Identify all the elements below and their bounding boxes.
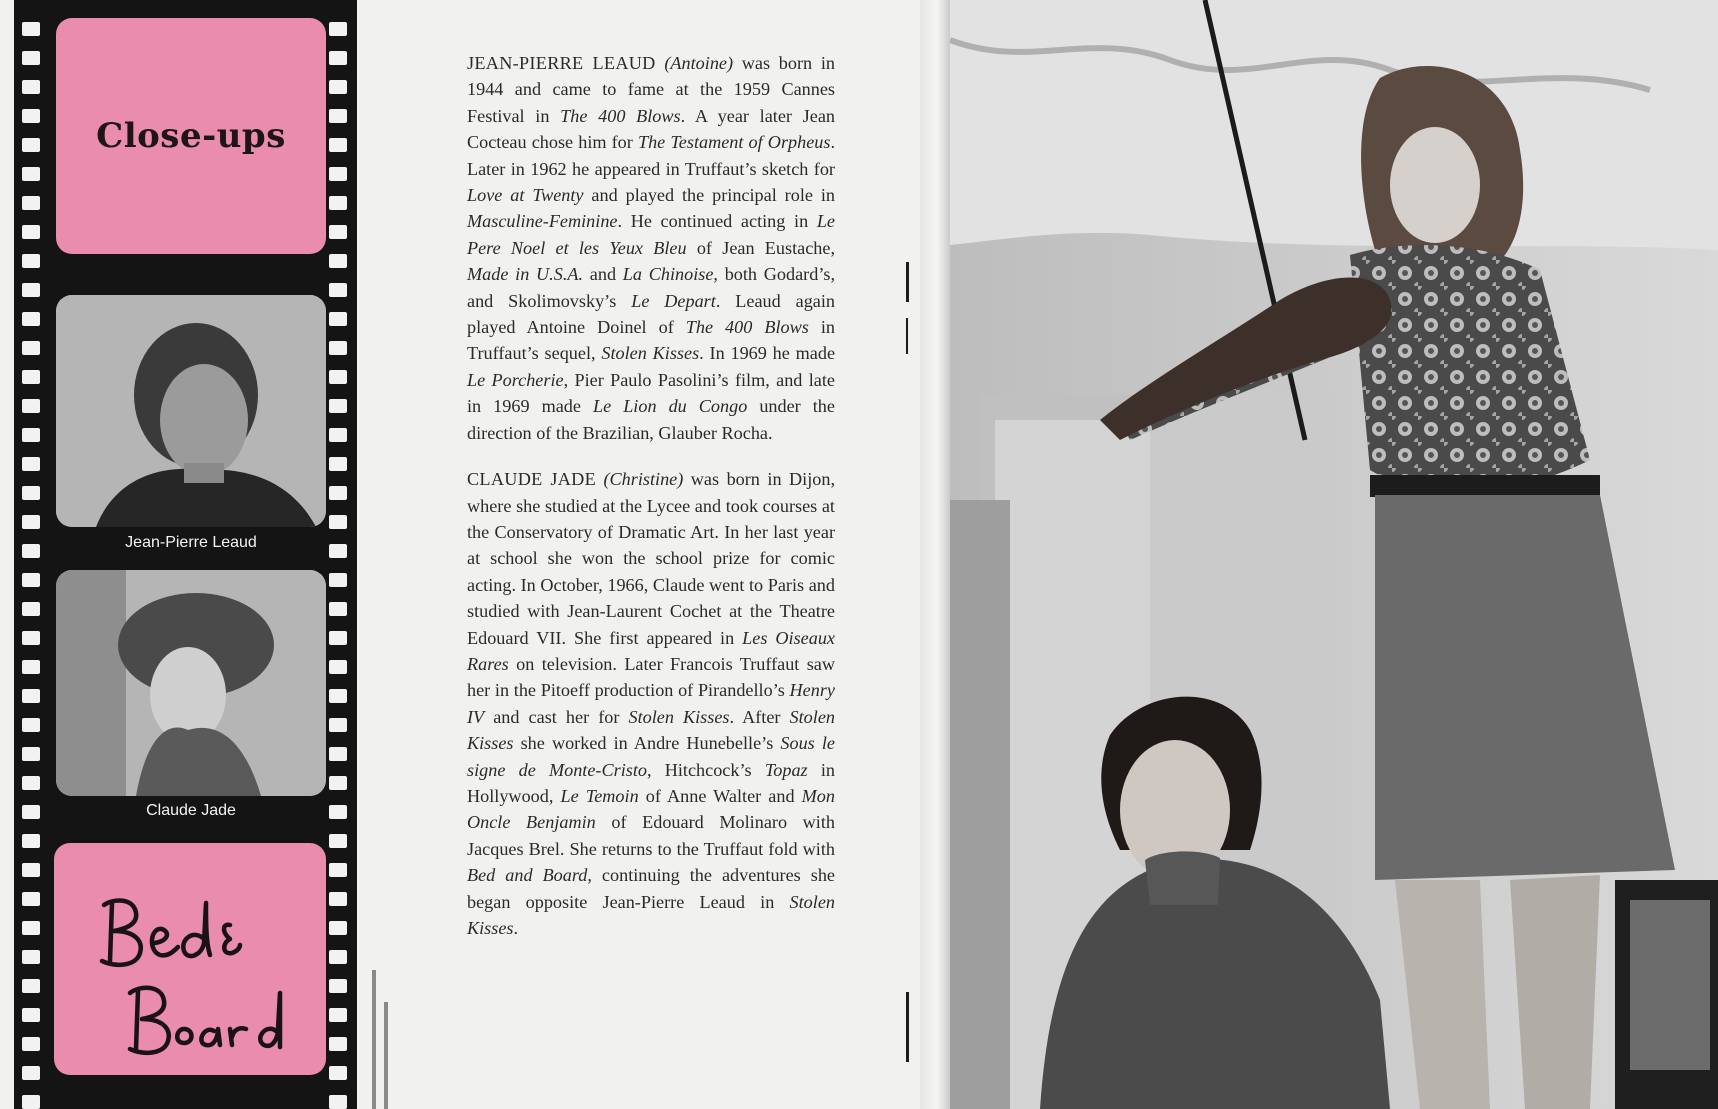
sprocket-hole — [329, 979, 347, 993]
film-title: Love at Twenty — [467, 185, 584, 206]
text-run: on television. Later Francois Truffaut saw her in the Pitoeff production of Pirandello’s — [467, 653, 835, 701]
sprocket-hole — [22, 196, 40, 210]
sprocket-hole — [22, 776, 40, 790]
film-title: Le Temoin — [560, 785, 639, 806]
text-run: , Hitchcock’s — [646, 759, 765, 780]
film-title: The 400 Blows — [560, 105, 681, 126]
text-run: and played the principal role in — [583, 185, 835, 206]
article-paragraph-jade — [467, 466, 835, 941]
film-title: Henry IV — [467, 680, 835, 727]
name-heading: CLAUDE JADE — [467, 469, 596, 490]
film-title: Made in U.S.A. — [467, 264, 584, 285]
sprocket-hole — [329, 428, 347, 442]
sprocket-hole — [329, 312, 347, 326]
text-run: . Later in 1962 he appeared in Truffaut’s sketch for — [467, 132, 836, 179]
sprocket-hole — [22, 370, 40, 384]
printed-rule — [384, 1002, 388, 1109]
film-title: Le Lion du Congo — [592, 396, 748, 417]
text-run: under the direction of the Brazilian, Glauber Rocha. — [467, 396, 835, 443]
closeups-title-frame — [56, 18, 326, 254]
page-gutter — [920, 0, 954, 1109]
sprocket-hole — [329, 399, 347, 413]
name-heading: JEAN-PIERRE LEAUD — [467, 53, 656, 73]
role-name: (Antoine) — [664, 53, 734, 73]
sprocket-hole — [22, 950, 40, 964]
sprocket-hole — [329, 892, 347, 906]
caption-jade: Claude Jade — [146, 802, 236, 819]
sprocket-hole — [22, 573, 40, 587]
film-title: Stolen Kisses — [601, 343, 700, 364]
sprocket-hole — [22, 834, 40, 848]
article-paragraph-leaud — [467, 50, 835, 446]
sprocket-hole — [329, 921, 347, 935]
sprocket-hole — [22, 921, 40, 935]
film-title: Bed and Board — [467, 865, 588, 886]
film-strip — [14, 0, 357, 1109]
film-sprockets-right — [329, 0, 347, 1109]
bed-and-board-logo-frame — [54, 843, 326, 1075]
sprocket-hole — [329, 80, 347, 94]
sprocket-hole — [22, 167, 40, 181]
sprocket-hole — [329, 834, 347, 848]
sprocket-hole — [329, 747, 347, 761]
film-title: Le Depart — [631, 290, 716, 311]
sprocket-hole — [22, 457, 40, 471]
sprocket-hole — [22, 718, 40, 732]
sprocket-hole — [22, 1037, 40, 1051]
film-title: Le Porcherie — [467, 369, 564, 390]
film-title: Le Pere Noel et les Yeux Bleu — [467, 211, 835, 258]
text-run: was born in Dijon, where she studied at the Lycee and took courses at the Conservatory of Dramatic Art. In her last year at school she won the school prize for comic acting. In October, 1966, Claude went to Paris and studied with Jean-Laurent Cochet at the Theatre Edouard VII. She first appeared in — [467, 469, 835, 648]
sprocket-hole — [329, 51, 347, 65]
text-run: and cast her for — [484, 706, 629, 727]
sprocket-hole — [22, 1008, 40, 1022]
film-title: Stolen Kisses — [628, 706, 730, 727]
sprocket-hole — [329, 109, 347, 123]
sprocket-hole — [329, 283, 347, 297]
sprocket-hole — [22, 312, 40, 326]
sprocket-hole — [329, 370, 347, 384]
sprocket-hole — [329, 776, 347, 790]
portrait-jade-image — [56, 570, 326, 796]
sprocket-hole — [22, 747, 40, 761]
sprocket-hole — [329, 457, 347, 471]
sprocket-hole — [22, 138, 40, 152]
role-name: (Christine) — [603, 469, 684, 490]
film-sprockets-left — [22, 0, 40, 1109]
sprocket-hole — [22, 22, 40, 36]
text-run: was born in 1944 and came to fame at the 1959 Cannes Festival in — [467, 53, 836, 126]
film-title: The 400 Blows — [685, 317, 809, 338]
film-title: Masculine-Feminine — [467, 211, 618, 232]
sprocket-hole — [22, 602, 40, 616]
text-run: , continuing the adventures she began opposite Jean-Pierre Leaud in — [467, 865, 835, 912]
text-run: of Edouard Molinaro with Jacques Brel. She returns to the Truffaut fold with — [467, 812, 835, 859]
sprocket-hole — [329, 225, 347, 239]
film-title: Mon Oncle Benjamin — [467, 785, 835, 833]
portrait-leaud-image — [56, 295, 326, 527]
sprocket-hole — [329, 805, 347, 819]
film-title: Stolen Kisses — [467, 891, 835, 938]
text-run: and — [583, 264, 623, 285]
text-run: . In 1969 he made — [699, 343, 836, 364]
photo-violinist-and-man — [950, 0, 1718, 1109]
printed-rule — [372, 970, 376, 1109]
sprocket-hole — [329, 573, 347, 587]
film-title: Les Oiseaux Rares — [467, 627, 835, 674]
text-run: . He continued acting in — [617, 211, 817, 232]
sprocket-hole — [22, 51, 40, 65]
sprocket-hole — [329, 660, 347, 674]
sprocket-hole — [329, 863, 347, 877]
film-title: La Chinoise — [622, 264, 714, 285]
staple-mark — [906, 262, 909, 302]
sprocket-hole — [22, 341, 40, 355]
film-title: Stolen Kisses — [467, 706, 835, 754]
sprocket-hole — [22, 80, 40, 94]
sprocket-hole — [329, 1037, 347, 1051]
text-run: in Hollywood, — [467, 759, 835, 806]
sprocket-hole — [22, 254, 40, 268]
sprocket-hole — [22, 283, 40, 297]
sprocket-hole — [22, 979, 40, 993]
text-run: . Leaud again played Antoine Doinel of — [467, 290, 836, 338]
text-run: of Jean Eustache, — [686, 237, 835, 258]
sprocket-hole — [329, 631, 347, 645]
sprocket-hole — [329, 950, 347, 964]
sprocket-hole — [329, 486, 347, 500]
sprocket-hole — [22, 1095, 40, 1109]
sprocket-hole — [22, 544, 40, 558]
staple-mark — [906, 992, 909, 1062]
sprocket-hole — [22, 863, 40, 877]
staple-mark — [906, 318, 908, 354]
text-run: , both Godard’s, and Skolimovsky’s — [467, 264, 835, 311]
sprocket-hole — [329, 689, 347, 703]
sprocket-hole — [22, 631, 40, 645]
sprocket-hole — [329, 22, 347, 36]
sprocket-hole — [329, 1066, 347, 1080]
article-text — [467, 50, 835, 961]
right-page — [950, 0, 1718, 1109]
text-run: . A year later Jean Cocteau chose him for — [467, 105, 835, 153]
sprocket-hole — [329, 254, 347, 268]
text-run: she worked in Andre Hunebelle’s — [513, 733, 781, 754]
sprocket-hole — [22, 428, 40, 442]
sprocket-hole — [22, 1066, 40, 1080]
film-title: Sous le signe de Monte-Cristo — [467, 733, 835, 780]
sprocket-hole — [329, 1008, 347, 1022]
sprocket-hole — [22, 892, 40, 906]
closeups-title: Close-ups — [96, 116, 286, 156]
sprocket-hole — [22, 515, 40, 529]
film-title: Topaz — [764, 759, 808, 780]
sprocket-hole — [329, 138, 347, 152]
sprocket-hole — [22, 689, 40, 703]
sprocket-hole — [22, 660, 40, 674]
sprocket-hole — [329, 718, 347, 732]
film-title: The Testament of Orpheus — [637, 132, 831, 153]
photo-jean-pierre-leaud — [56, 295, 326, 527]
text-run: . After — [729, 706, 790, 727]
sprocket-hole — [329, 602, 347, 616]
sprocket-hole — [22, 225, 40, 239]
sprocket-hole — [329, 544, 347, 558]
text-run: of Anne Walter and — [638, 785, 802, 806]
sprocket-hole — [22, 486, 40, 500]
sprocket-hole — [22, 109, 40, 123]
sprocket-hole — [22, 399, 40, 413]
sprocket-hole — [22, 805, 40, 819]
text-run: . — [513, 918, 519, 938]
text-run: in Truffaut’s sequel, — [467, 317, 835, 364]
sprocket-hole — [329, 167, 347, 181]
sprocket-hole — [329, 1095, 347, 1109]
sprocket-hole — [329, 515, 347, 529]
photo-claude-jade — [56, 570, 326, 796]
text-run: , Pier Paulo Pasolini’s film, and late in 1969 made — [467, 369, 835, 417]
sprocket-hole — [329, 196, 347, 210]
bed-and-board-handwritten-logo — [54, 843, 326, 1075]
caption-leaud: Jean-Pierre Leaud — [125, 534, 257, 551]
sprocket-hole — [329, 341, 347, 355]
